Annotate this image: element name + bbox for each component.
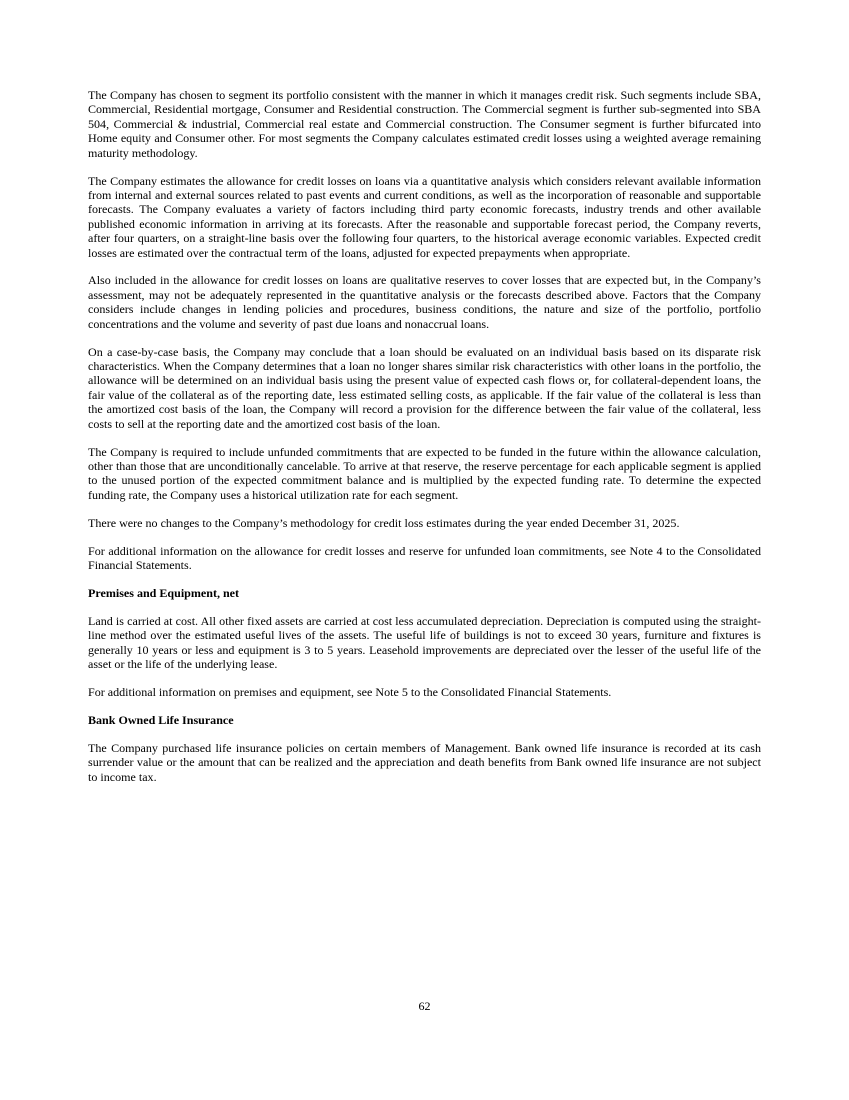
page-body bbox=[88, 88, 761, 797]
paragraph-quantitative-analysis: The Company estimates the allowance for credit losses on loans via a quantitative analysis which considers relevant available information from internal and external sources related to past events and current conditions, as well as the incorporation of reasonable and supportable forecasts. The Company evaluates a variety of factors including third party economic forecasts, industry trends and other available published economic information in arriving at its forecasts. After the reasonable and supportable forecast period, the Company reverts, after four quarters, on a straight-line basis over the following four quarters, to the historical average economic variables. Expected credit losses are estimated over the contractual term of the loans, adjusted for expected prepayments when appropriate. bbox=[88, 173, 761, 260]
paragraph-unfunded-commitments: The Company is required to include unfunded commitments that are expected to be funded in the future within the allowance calculation, other than those that are unconditionally cancelable. To arrive at that reserve, the reserve percentage for each applicable segment is applied to the unused portion of the expected commitment balance and is multiplied by the expected funding rate. To determine the expected funding rate, the Company uses a historical utilization rate for each segment. bbox=[88, 444, 761, 502]
paragraph-individual-evaluation: On a case-by-case basis, the Company may conclude that a loan should be evaluated on an individual basis based on its disparate risk characteristics. When the Company determines that a loan no longer shares similar risk characteristics with other loans in the portfolio, the allowance will be determined on an individual basis using the present value of expected cash flows or, for collateral-dependent loans, the fair value of the collateral as of the reporting date, less estimated selling costs, as applicable. If the fair value of the collateral is less than the amortized cost basis of the loan, the Company will record a provision for the difference between the fair value of the collateral, less costs to sell at the reporting date and the amortized cost basis of the loan. bbox=[88, 344, 761, 431]
heading-bank-owned-life-insurance: Bank Owned Life Insurance bbox=[88, 712, 234, 727]
heading-premises-equipment: Premises and Equipment, net bbox=[88, 585, 240, 600]
paragraph-methodology-changes: There were no changes to the Company’s methodology for credit loss estimates during the year ended December 31, 2025. bbox=[88, 515, 680, 530]
paragraph-note-5-reference: For additional information on premises and equipment, see Note 5 to the Consolidated Financial Statements. bbox=[88, 684, 612, 699]
paragraph-boli: The Company purchased life insurance policies on certain members of Management. Bank owned life insurance is recorded at its cash surrender value or the amount that can be realized and the appreciation and death benefits from Bank owned life insurance are not subject to income tax. bbox=[88, 740, 761, 784]
page-number: 62 bbox=[418, 999, 431, 1013]
paragraph-premises-depreciation: Land is carried at cost. All other fixed assets are carried at cost less accumulated depreciation. Depreciation is computed using the straight-line method over the estimated useful lives of the assets. The useful life of buildings is not to exceed 30 years, furniture and fixtures is generally 10 years or less and equipment is 3 to 5 years. Leasehold improvements are depreciated over the lesser of the useful life of the asset or the life of the underlying lease. bbox=[88, 613, 761, 671]
paragraph-qualitative-reserves: Also included in the allowance for credit losses on loans are qualitative reserves to cover losses that are expected but, in the Company’s assessment, may not be adequately represented in the quantitative analysis or the forecasts described above. Factors that the Company considers include changes in lending policies and procedures, business conditions, the nature and size of the portfolio, portfolio concentrations and the volume and severity of past due loans and nonaccrual loans. bbox=[88, 273, 761, 331]
paragraph-note-4-reference: For additional information on the allowance for credit losses and reserve for unfunded loan commitments, see Note 4 to the Consolidated Financial Statements. bbox=[88, 543, 761, 572]
paragraph-segmentation: The Company has chosen to segment its portfolio consistent with the manner in which it manages credit risk. Such segments include SBA, Commercial, Residential mortgage, Consumer and Residential construction. The Commercial segment is further sub-segmented into SBA 504, Commercial & industrial, Commercial real estate and Commercial construction. The Consumer segment is further bifurcated into Home equity and Consumer other. For most segments the Company calculates estimated credit losses using a weighted average remaining maturity methodology. bbox=[88, 88, 761, 160]
